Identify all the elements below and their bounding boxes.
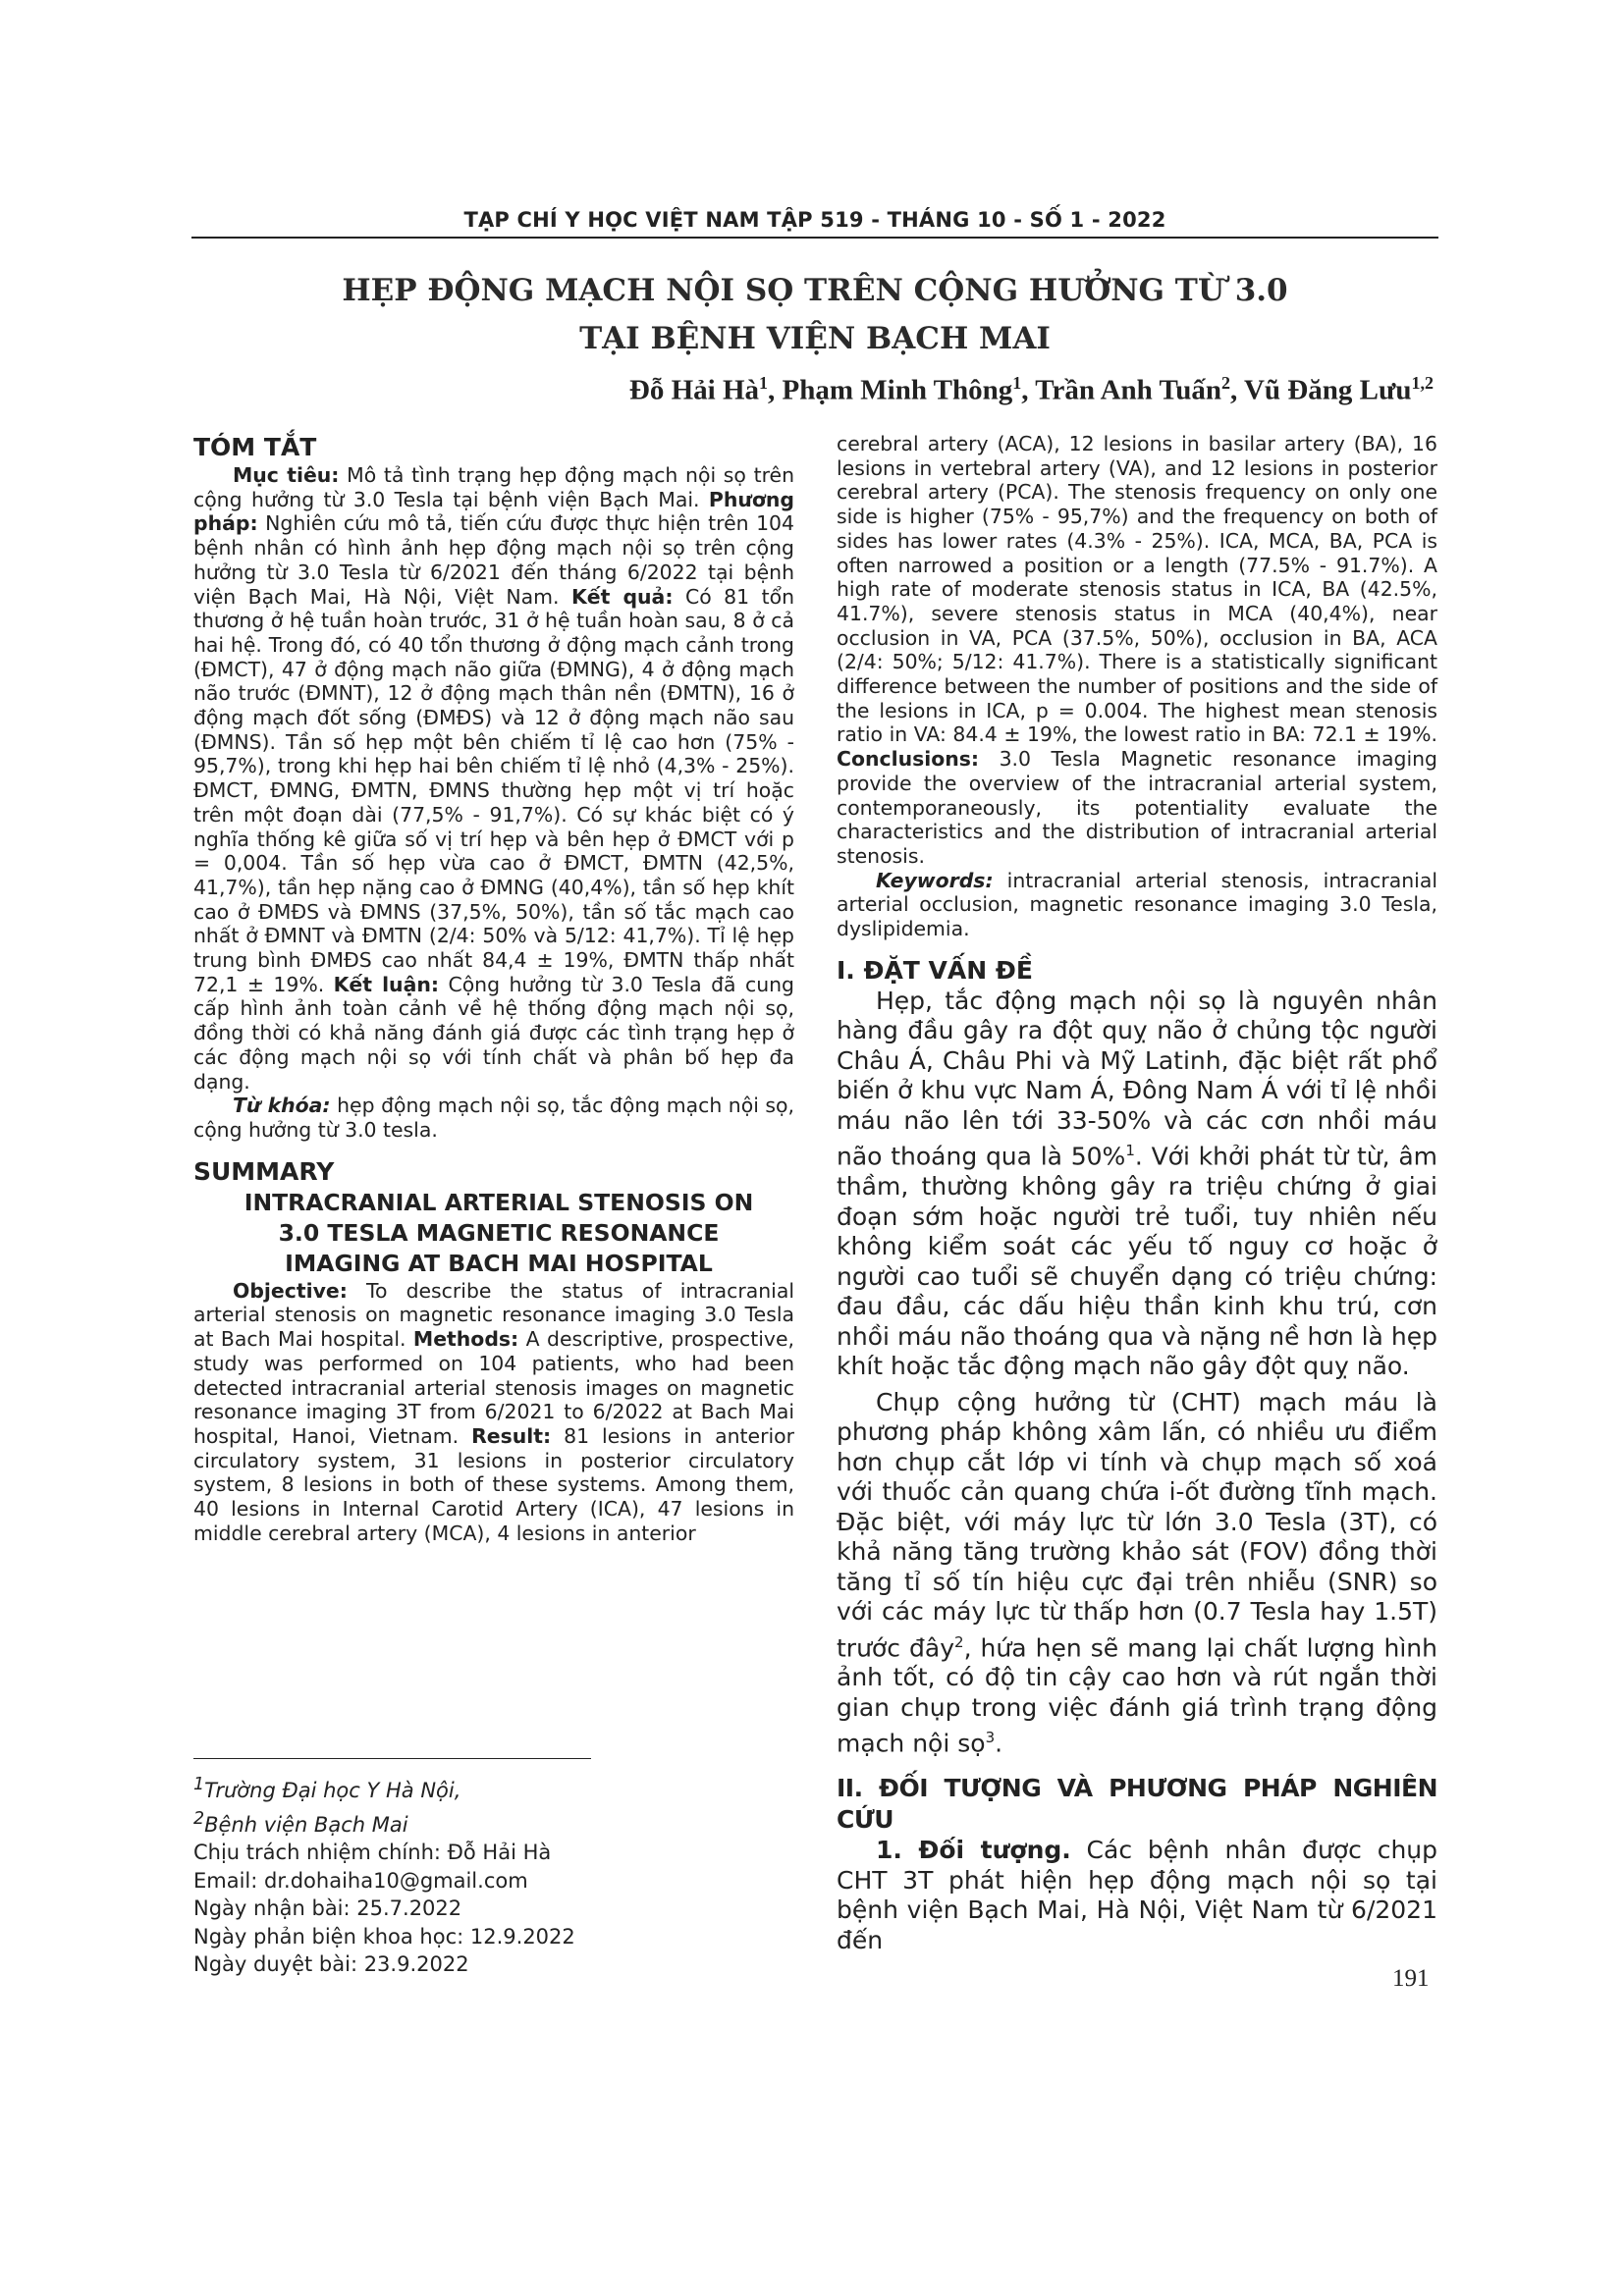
author-affiliation: 1 bbox=[1012, 373, 1022, 393]
author-affiliation: 1,2 bbox=[1411, 373, 1434, 393]
summary-heading: SUMMARY bbox=[193, 1156, 335, 1186]
header-rule bbox=[191, 237, 1438, 239]
title-line-1: HẸP ĐỘNG MẠCH NỘI SỌ TRÊN CỘNG HƯỞNG TỪ 3.0 bbox=[342, 273, 1288, 308]
journal-header: TẠP CHÍ Y HỌC VIỆT NAM TẬP 519 - THÁNG 10 - SỐ 1 - 2022 bbox=[463, 208, 1166, 232]
author-name: Phạm Minh Thông bbox=[782, 374, 1013, 406]
article-title bbox=[191, 267, 1438, 363]
affiliation-1: $^1$Trường Đại học Y Hà Nội, bbox=[193, 1775, 461, 1802]
date-received: Ngày nhận bài: 25.7.2022 bbox=[193, 1896, 462, 1920]
section-2-heading: II. ĐỐI TƯỢNG VÀ PHƯƠNG PHÁP NGHIÊN CỨU bbox=[837, 1774, 1437, 1835]
results-text: Có 81 tổn thương ở hệ tuần hoàn trước, 31 ở hệ tuần hoàn sau, 8 ở cả hai hệ. Trong đó, có 40 tổn thương ở động mạch cảnh trong (ĐMCT), 47 ở động mạch não giữa (ĐMNG), 4 ở động mạch não trước (ĐMNT), 12 ở động mạch thân nền (ĐMTN), 16 ở động mạch đốt sống (ĐMĐS) và 12 ở động mạch não sau (ĐMNS). Tần số hẹp một bên chiếm tỉ lệ cao hơn (75% - 95,7%), trong khi hẹp hai bên chiếm tỉ lệ nhỏ (4,3% - 25%). ĐMCT, ĐMNG, ĐMTN, ĐMNS thường hẹp một vị trí hoặc trên một đoạn dài (77,5% - 91,7%). Có sự khác biệt có ý nghĩa thống kê giữa số vị trí hẹp và bên hẹp ở ĐMCT với p = 0,004. Tần số hẹp vừa cao ở ĐMCT, ĐMTN (42,5%, 41,7%), tần hẹp nặng cao ở ĐMNG (40,4%), tần số hẹp khít cao ở ĐMĐS và ĐMNS (37,5%, 50%), tần số tắc mạch cao nhất ở ĐMNT và ĐMTN (2/4: 50% và 5/12: 41,7%). Tỉ lệ hẹp trung bình ĐMĐS cao nhất 84,4 ± 19%, ĐMTN thấp nhất 72,1 ± 19%. bbox=[193, 584, 794, 996]
contact-email: Email: dr.dohaiha10@gmail.com bbox=[193, 1868, 528, 1893]
objective-label: Mục tiêu: bbox=[233, 463, 340, 487]
summary-objective-text: To describe the status of intracranial arterial stenosis on magnetic resonance imaging 3.0 Tesla at Bach Mai hospital. bbox=[193, 1278, 794, 1352]
keywords-label: Từ khóa: bbox=[233, 1094, 331, 1118]
citation-ref: 3 bbox=[985, 1729, 996, 1747]
results-label: Kết quả: bbox=[570, 584, 674, 609]
author-name: Đỗ Hải Hà bbox=[628, 374, 760, 406]
summary-methods-text: A descriptive, prospective, study was performed on 104 patients, who had been detected intracranial arterial stenosis images on magnetic resonance imaging 3T from 6/2021 to 6/2022 at Bach Mai hospital, Hanoi, Vietnam. bbox=[193, 1327, 794, 1448]
date-approved: Ngày duyệt bài: 23.9.2022 bbox=[193, 1952, 469, 1976]
summary-result-label: Result: bbox=[471, 1423, 552, 1448]
responsible-author: Chịu trách nhiệm chính: Đỗ Hải Hà bbox=[193, 1841, 552, 1864]
footnote-rule bbox=[193, 1758, 591, 1759]
date-reviewed: Ngày phản biện khoa học: 12.9.2022 bbox=[193, 1924, 575, 1949]
methods-label: Phương pháp: bbox=[193, 487, 794, 536]
conclusion-text: Cộng hưởng từ 3.0 Tesla đã cung cấp hình ảnh toàn cảnh về hệ thống động mạch nội sọ, đồng thời có khả năng đánh giá được các tình trạng hẹp ở các động mạch nội sọ với tính chất và phân bố hẹp đa dạng. bbox=[193, 972, 794, 1094]
summary-result-text: 81 lesions in anterior circulatory system, 31 lesions in posterior circulatory system, 8 lesions in both of these systems. Among them, 40 lesions in Internal Carotid Artery (ICA), 47 lesions in middle cerebral artery (MCA), 4 lesions in anterior bbox=[193, 1423, 794, 1545]
author-affiliation: 1 bbox=[759, 373, 769, 393]
section-2-paragraph-1: 1. Đối tượng. Các bệnh nhân được chụp CHT 3T phát hiện hẹp động mạch nội sọ tại bệnh viện Bạch Mai, Hà Nội, Việt Nam từ 6/2021 đến bbox=[837, 1836, 1438, 1954]
section-1-heading: I. ĐẶT VẤN ĐỀ bbox=[837, 955, 1033, 985]
summary-keywords-text: intracranial arterial stenosis, intracranial arterial occlusion, magnetic resonance imaging 3.0 Tesla, dyslipidemia. bbox=[837, 868, 1437, 941]
author-affiliation: 2 bbox=[1220, 373, 1230, 393]
author-separator: , bbox=[1229, 374, 1244, 406]
summary-title-line-1: INTRACRANIAL ARTERIAL STENOSIS ON bbox=[244, 1188, 754, 1216]
summary-body-part-2 bbox=[837, 432, 1437, 869]
summary-conclusions-label: Conclusions: bbox=[837, 747, 980, 772]
subsection-label: 1. Đối tượng. bbox=[876, 1836, 1071, 1865]
author-list bbox=[629, 373, 1434, 407]
abstract-vi-body bbox=[193, 463, 794, 1094]
right-column bbox=[837, 432, 1437, 1955]
citation-ref: 1 bbox=[1125, 1142, 1135, 1160]
section-1-paragraph-1: Hẹp, tắc động mạch nội sọ là nguyên nhân hàng đầu gây ra đột quỵ não ở chủng tộc người Châu Á, Châu Phi và Mỹ Latinh, đặc biệt rất phổ biến ở khu vực Nam Á, Đông Nam Á với tỉ lệ nhồi máu não lên tới 33-50% và các cơn nhồi máu não thoáng qua là 50%$^1$. Với khởi phát từ từ, âm thầm, thường không gây ra triệu chứng ở giai đoạn sớm hoặc người trẻ tuổi, tuy nhiên nếu không kiểm soát các yếu tố nguy cơ hoặc ở người cao tuổi sẽ chuyển dạng có triệu chứng: đau đầu, các dấu hiệu thần kinh khu trú, cơn nhồi máu não thoáng qua và nặng nề hơn là hẹp khít hoặc tắc động mạch não gây đột quỵ não. bbox=[837, 986, 1437, 1381]
summary-title-line-3: IMAGING AT BACH MAI HOSPITAL bbox=[285, 1249, 713, 1277]
section-1-paragraph-2: Chụp cộng hưởng từ (CHT) mạch máu là phương pháp không xâm lấn, có nhiều ưu điểm hơn chụp cắt lớp vi tính và chụp mạch số xoá với thuốc cản quang chứa i-ốt đường tĩnh mạch. Đặc biệt, với máy lực từ lớn 3.0 Tesla (3T), có khả năng tăng trường khảo sát (FOV) đồng thời tăng tỉ số tín hiệu cực đại trên nhiễu (SNR) so với các máy lực từ thấp hơn (0.7 Tesla hay 1.5T) trước đây$^2$, hứa hẹn sẽ mang lại chất lượng hình ảnh tốt, có độ tin cậy cao hơn và rút ngắn thời gian chụp trong việc đánh giá trình trạng động mạch nội sọ$^3$. bbox=[837, 1387, 1437, 1758]
author-name: Trần Anh Tuấn bbox=[1035, 374, 1221, 406]
summary-methods-label: Methods: bbox=[412, 1327, 519, 1352]
summary-objective-label: Objective: bbox=[233, 1278, 348, 1303]
abstract-vi-heading: TÓM TẮT bbox=[193, 433, 317, 461]
citation-ref: 2 bbox=[954, 1632, 964, 1651]
summary-conclusions-text: 3.0 Tesla Magnetic resonance imaging provide the overview of the intracranial arterial system, contemporaneously, its potentiality evaluate the characteristics and the distribution of intracranial arterial stenosis. bbox=[837, 747, 1437, 868]
left-column bbox=[193, 432, 794, 1545]
methods-text: Nghiên cứu mô tả, tiến cứu được thực hiện trên 104 bệnh nhân có hình ảnh hẹp động mạch nội sọ trên cộng hưởng từ 3.0 Tesla từ 6/2021 đến tháng 6/2022 tại bệnh viện Bạch Mai, Hà Nội, Việt Nam. bbox=[193, 511, 794, 609]
title-line-2: TẠI BỆNH VIỆN BẠCH MAI bbox=[579, 321, 1051, 356]
affiliation-2: $^2$Bệnh viện Bạch Mai bbox=[193, 1808, 408, 1837]
summary-body-part-1 bbox=[193, 1279, 794, 1546]
footnotes bbox=[193, 1771, 794, 1979]
keywords-text: hẹp động mạch nội sọ, tắc động mạch nội sọ, cộng hưởng từ 3.0 tesla. bbox=[193, 1094, 794, 1142]
objective-text: Mô tả tình trạng hẹp động mạch nội sọ trên cộng hưởng từ 3.0 Tesla tại bệnh viện Bạch Mai. bbox=[193, 463, 794, 511]
abstract-vi-keywords bbox=[193, 1094, 794, 1142]
summary-keywords bbox=[837, 869, 1437, 941]
page-number: 191 bbox=[1392, 1965, 1430, 1992]
summary-keywords-label: Keywords: bbox=[876, 868, 994, 892]
author-separator: , bbox=[1021, 374, 1036, 406]
author-name: Vũ Đăng Lưu bbox=[1243, 374, 1412, 406]
author-separator: , bbox=[768, 374, 783, 406]
summary-continued-text: cerebral artery (ACA), 12 lesions in basilar artery (BA), 16 lesions in vertebral artery (VA), and 12 lesions in posterior cerebral artery (PCA). The stenosis frequency on only one side is higher (75% - 95,7%) and the frequency on both of sides has lower rates (4.3% - 25%). ICA, MCA, BA, PCA is often narrowed a position or a length (77.5% - 91.7%). A high rate of moderate stenosis status in ICA, BA (42.5%, 41.7%), severe stenosis status in MCA (40,4%), near occlusion in VA, PCA (37.5%, 50%), occlusion in BA, ACA (2/4: 50%; 5/12: 41.7%). There is a statistically significant difference between the number of positions and the side of the lesions in ICA, p = 0.004. The highest mean stenosis ratio in VA: 84.4 ± 19%, the lowest ratio in BA: 72.1 ± 19%. bbox=[837, 432, 1437, 747]
conclusion-label: Kết luận: bbox=[333, 972, 440, 996]
summary-title-line-2: 3.0 TESLA MAGNETIC RESONANCE bbox=[278, 1218, 720, 1247]
